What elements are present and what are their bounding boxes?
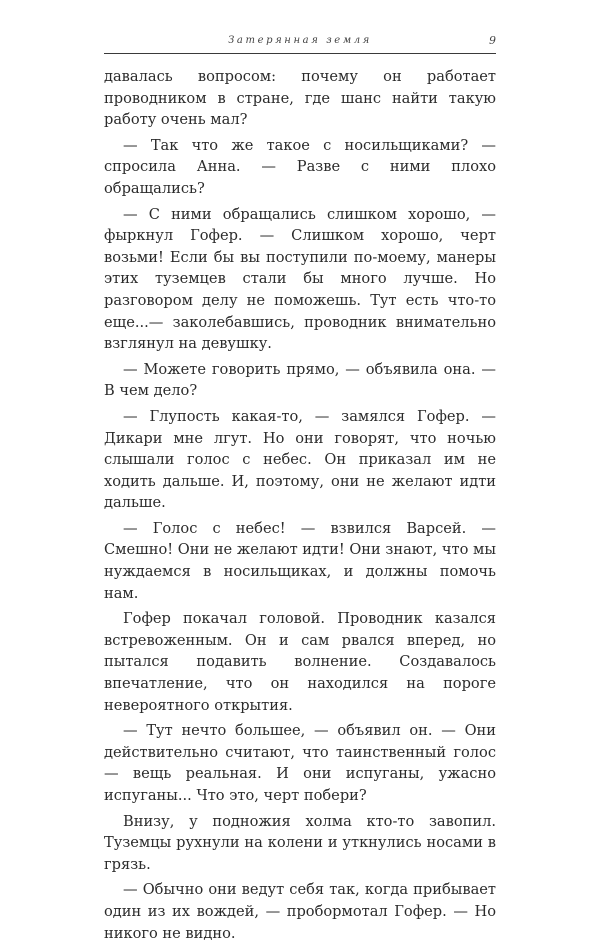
paragraph: — Глупость какая-то, — замялся Гофер. — Дикари мне лгут. Но они говорят, что ночью слышали голос с небес. Он приказал им не ходить дальше. И, поэтому, они не желают идти дальше. [104, 407, 496, 512]
page-number: 9 [489, 34, 496, 47]
body-text [104, 66, 496, 948]
paragraph: — Так что же такое с носильщиками? — спросила Анна. — Разве с ними плохо обращались? [104, 136, 496, 197]
paragraph: — Можете говорить прямо, — объявила она. — В чем дело? [104, 360, 496, 400]
paragraph: — Обычно они ведут себя так, когда прибывает один из их вождей, — пробормотал Гофер. — Но никого не видно. [104, 881, 496, 942]
paragraph: Гофер покачал головой. Проводник казался встревоженным. Он и сам рвался вперед, но пытался подавить волнение. Создавалось впечатление, что он находился на пороге невероятного открытия. [104, 610, 496, 714]
paragraph: давалась вопросом: почему он работает проводником в стране, где шанс найти такую работу очень мал? [104, 68, 496, 129]
running-header [104, 33, 496, 54]
paragraph: — Голос с небес! — взвился Варсей. — Смешно! Они не желают идти! Они знают, что мы нуждаемся в носильщиках, и должны помочь нам. [104, 519, 496, 602]
paragraph: — С ними обращались слишком хорошо, — фыркнул Гофер. — Слишком хорошо, черт возьми! Если бы вы поступили по-моему, манеры этих туземцев стали бы много лучше. Но разговором делу не поможешь. Тут есть что-то еще...— заколебавшись, проводник внимательно взглянул на девушку. [104, 205, 496, 353]
paragraph: — Тут нечто большее, — объявил он. — Они действительно считают, что таинственный голос — вещь реальная. И они испуганы, ужасно испуганы... Что это, черт побери? [104, 722, 496, 804]
running-title: Затерянная земля [228, 35, 372, 46]
paragraph: Внизу, у подножия холма кто-то завопил. Туземцы рухнули на колени и уткнулись носами в грязь. [104, 812, 496, 873]
